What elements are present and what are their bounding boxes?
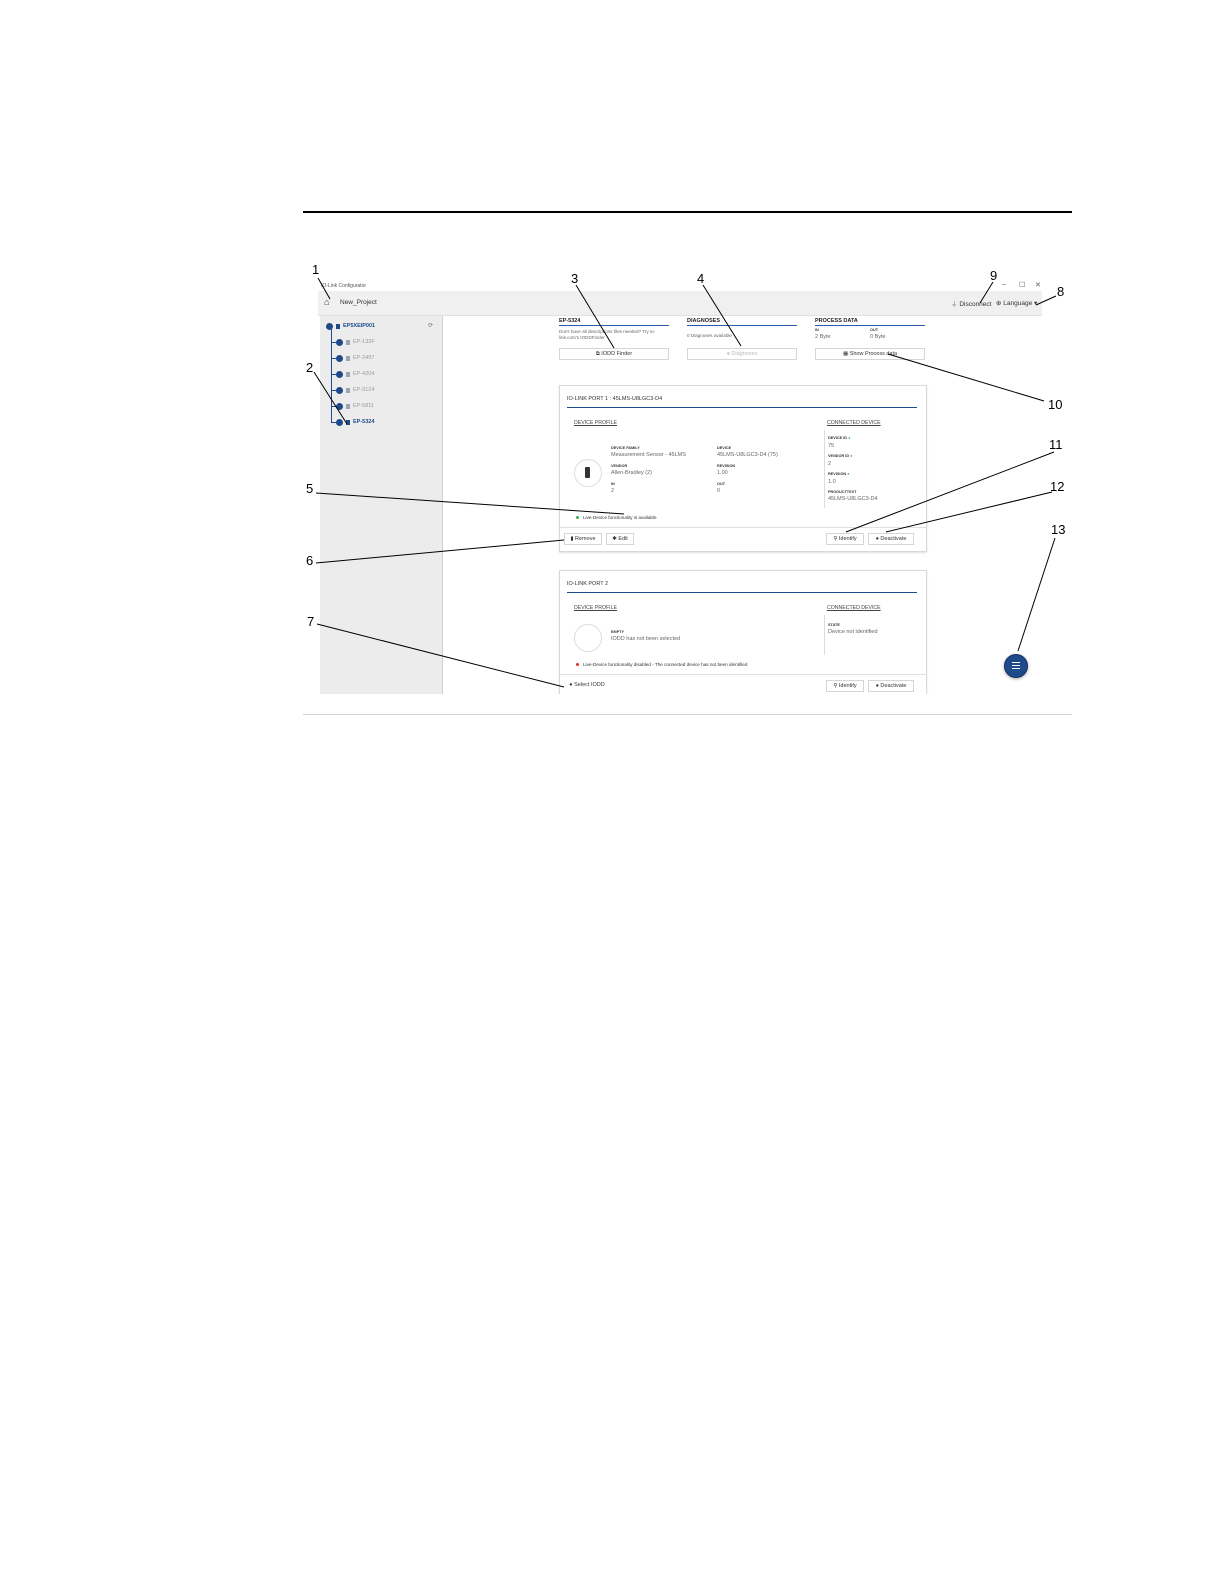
callout-11: 11 — [1049, 437, 1063, 452]
port2-title: IO-LINK PORT 2 — [567, 581, 609, 587]
pd-out-label: OUT — [870, 328, 879, 332]
deactivate-button[interactable]: ● Deactivate — [868, 680, 914, 692]
conn-revision-label: REVISION ● — [828, 472, 850, 476]
iodd-finder-label: IODD Finder — [601, 351, 633, 357]
globe-icon: ⊕ — [996, 300, 1002, 307]
leader-10 — [888, 354, 1044, 401]
device-id: 75 — [828, 443, 835, 449]
product-text: 45LMS-U8LGC3-D4 — [828, 496, 878, 502]
tree-item-label: EP-133F — [353, 339, 375, 345]
show-process-data-label: Show Process data — [849, 351, 898, 357]
trash-icon: ▮ — [570, 536, 574, 542]
check-icon: ● — [847, 472, 850, 476]
port1-title: IO-LINK PORT 1 : 45LMS-U8LGC3-D4 — [567, 396, 663, 402]
chevron-down-icon: ▾ — [1034, 300, 1038, 307]
language-label: Language — [1003, 300, 1033, 307]
leader-7 — [317, 624, 564, 687]
callout-1: 1 — [312, 262, 320, 277]
tree-item-label: EP-5324 — [353, 419, 375, 425]
process-data-title: PROCESS DATA — [815, 318, 858, 324]
close-button[interactable]: ✕ — [1035, 282, 1041, 289]
port1-device-profile: DEVICE PROFILE — [574, 420, 617, 426]
pd-out-value: 0 Byte — [870, 334, 886, 340]
leader-4 — [703, 285, 741, 346]
vendor-id-label: VENDOR ID ● — [828, 454, 853, 458]
state-label: STATE — [828, 623, 840, 627]
vendor-label: VENDOR — [611, 464, 628, 468]
in-value: 2 — [611, 488, 615, 494]
power-icon: ● — [875, 536, 879, 542]
in-label: IN — [611, 482, 615, 486]
project-name[interactable]: New_Project — [340, 299, 377, 306]
callout-8: 8 — [1057, 284, 1065, 299]
refresh-icon[interactable]: ⟳ — [428, 323, 434, 329]
empty-label: EMPTY — [611, 630, 625, 634]
callout-3: 3 — [571, 271, 579, 286]
device-id-label: DEVICE ID ● — [828, 436, 851, 440]
diagnoses-count: 0 Diagnoses available — [687, 333, 732, 338]
power-icon: ● — [875, 683, 879, 689]
plug-icon: ⏚ — [951, 301, 958, 308]
state: Device not identified — [828, 629, 878, 635]
device-family-label: DEVICE FAMILY — [611, 446, 640, 450]
product-text-label: PRODUCTTEXT — [828, 490, 857, 494]
out-label: OUT — [717, 482, 726, 486]
bottom-rule — [303, 714, 1072, 715]
search-icon: ⚲ — [833, 683, 838, 689]
check-icon: ● — [848, 436, 851, 440]
port2-connected-device: CONNECTED DEVICE — [827, 605, 881, 611]
callout-10: 10 — [1048, 397, 1063, 412]
diagnoses-label: Diagnoses — [731, 351, 758, 357]
leader-6 — [316, 540, 564, 563]
conn-revision: 1.0 — [828, 479, 836, 485]
device-family: Measurement Sensor - 45LMS — [611, 452, 686, 458]
port2-device-profile: DEVICE PROFILE — [574, 605, 617, 611]
gear-icon: ✱ — [612, 536, 617, 542]
leader-5 — [316, 493, 624, 514]
port1-connected-device: CONNECTED DEVICE — [827, 420, 881, 426]
tree-root-label: EP5XEIP001 — [343, 323, 376, 329]
pd-in-label: IN — [815, 328, 819, 332]
disconnect-label: Disconnect — [959, 301, 992, 308]
vendor-id: 2 — [828, 461, 832, 467]
identify-button[interactable]: ⚲ Identify — [826, 680, 864, 692]
callout-2: 2 — [306, 360, 314, 375]
pd-in-value: 2 Byte — [815, 334, 831, 340]
plus-circle-icon: ● — [569, 682, 573, 688]
minimize-button[interactable]: – — [1002, 281, 1006, 288]
module-title: EP-5324 — [559, 318, 581, 324]
leader-12 — [886, 492, 1052, 532]
revision-label: REVISION — [717, 464, 736, 468]
port2-live-status: Live-Device functionality disabled - The connected device has not been identified — [576, 662, 747, 667]
leader-13 — [1018, 538, 1055, 651]
leader-11 — [846, 452, 1054, 532]
diagnoses-title: DIAGNOSES — [687, 318, 721, 324]
chart-icon: ▦ — [842, 351, 849, 357]
identify-button[interactable]: ⚲ Identify — [826, 533, 864, 545]
vendor: Allen-Bradley (2) — [611, 470, 652, 476]
revision: 1.00 — [717, 470, 728, 476]
callout-5: 5 — [306, 481, 314, 496]
tree-item-label: EP-2497 — [353, 355, 375, 361]
tree-item-label: EP-5811 — [353, 403, 374, 409]
leader-3 — [576, 285, 614, 348]
callout-leaders — [0, 0, 1224, 760]
info-icon: ● — [726, 351, 730, 357]
callout-12: 12 — [1050, 479, 1065, 494]
edit-button[interactable]: ✱ Edit — [606, 533, 634, 545]
port1-live-status: Live-Device functionality is available — [576, 515, 657, 520]
device-label: DEVICE — [717, 446, 732, 450]
callout-6: 6 — [306, 553, 314, 568]
callout-7: 7 — [307, 614, 315, 629]
tree-item-label: EP-4204 — [353, 371, 375, 377]
tree-item-label: EP-3124 — [353, 387, 375, 393]
external-link-icon: ⧉ — [595, 351, 600, 357]
leader-2 — [314, 372, 347, 424]
device: 45LMS-U8LGC3-D4 (75) — [717, 452, 778, 458]
empty-text: IODD has not been selected — [611, 636, 681, 642]
check-icon: ● — [850, 454, 853, 458]
leader-8 — [1036, 296, 1056, 305]
callout-9: 9 — [990, 268, 998, 283]
leader-9 — [980, 282, 993, 303]
home-icon[interactable]: ⌂ — [324, 297, 330, 307]
deactivate-button[interactable]: ● Deactivate — [868, 533, 914, 545]
window-title: IO-Link Configurator — [321, 283, 367, 289]
select-iodd-button[interactable]: ● Select IODD — [564, 680, 610, 692]
remove-button[interactable]: ▮ Remove — [564, 533, 602, 545]
search-icon: ⚲ — [833, 536, 838, 542]
out-value: 0 — [717, 488, 721, 494]
callout-4: 4 — [697, 271, 705, 286]
maximize-button[interactable]: ☐ — [1019, 282, 1026, 289]
leader-1 — [318, 278, 330, 299]
callout-13: 13 — [1051, 522, 1066, 537]
module-hint: Don't have all descriptions files needed? Try io-link.com's IODDFinder — [559, 329, 656, 340]
